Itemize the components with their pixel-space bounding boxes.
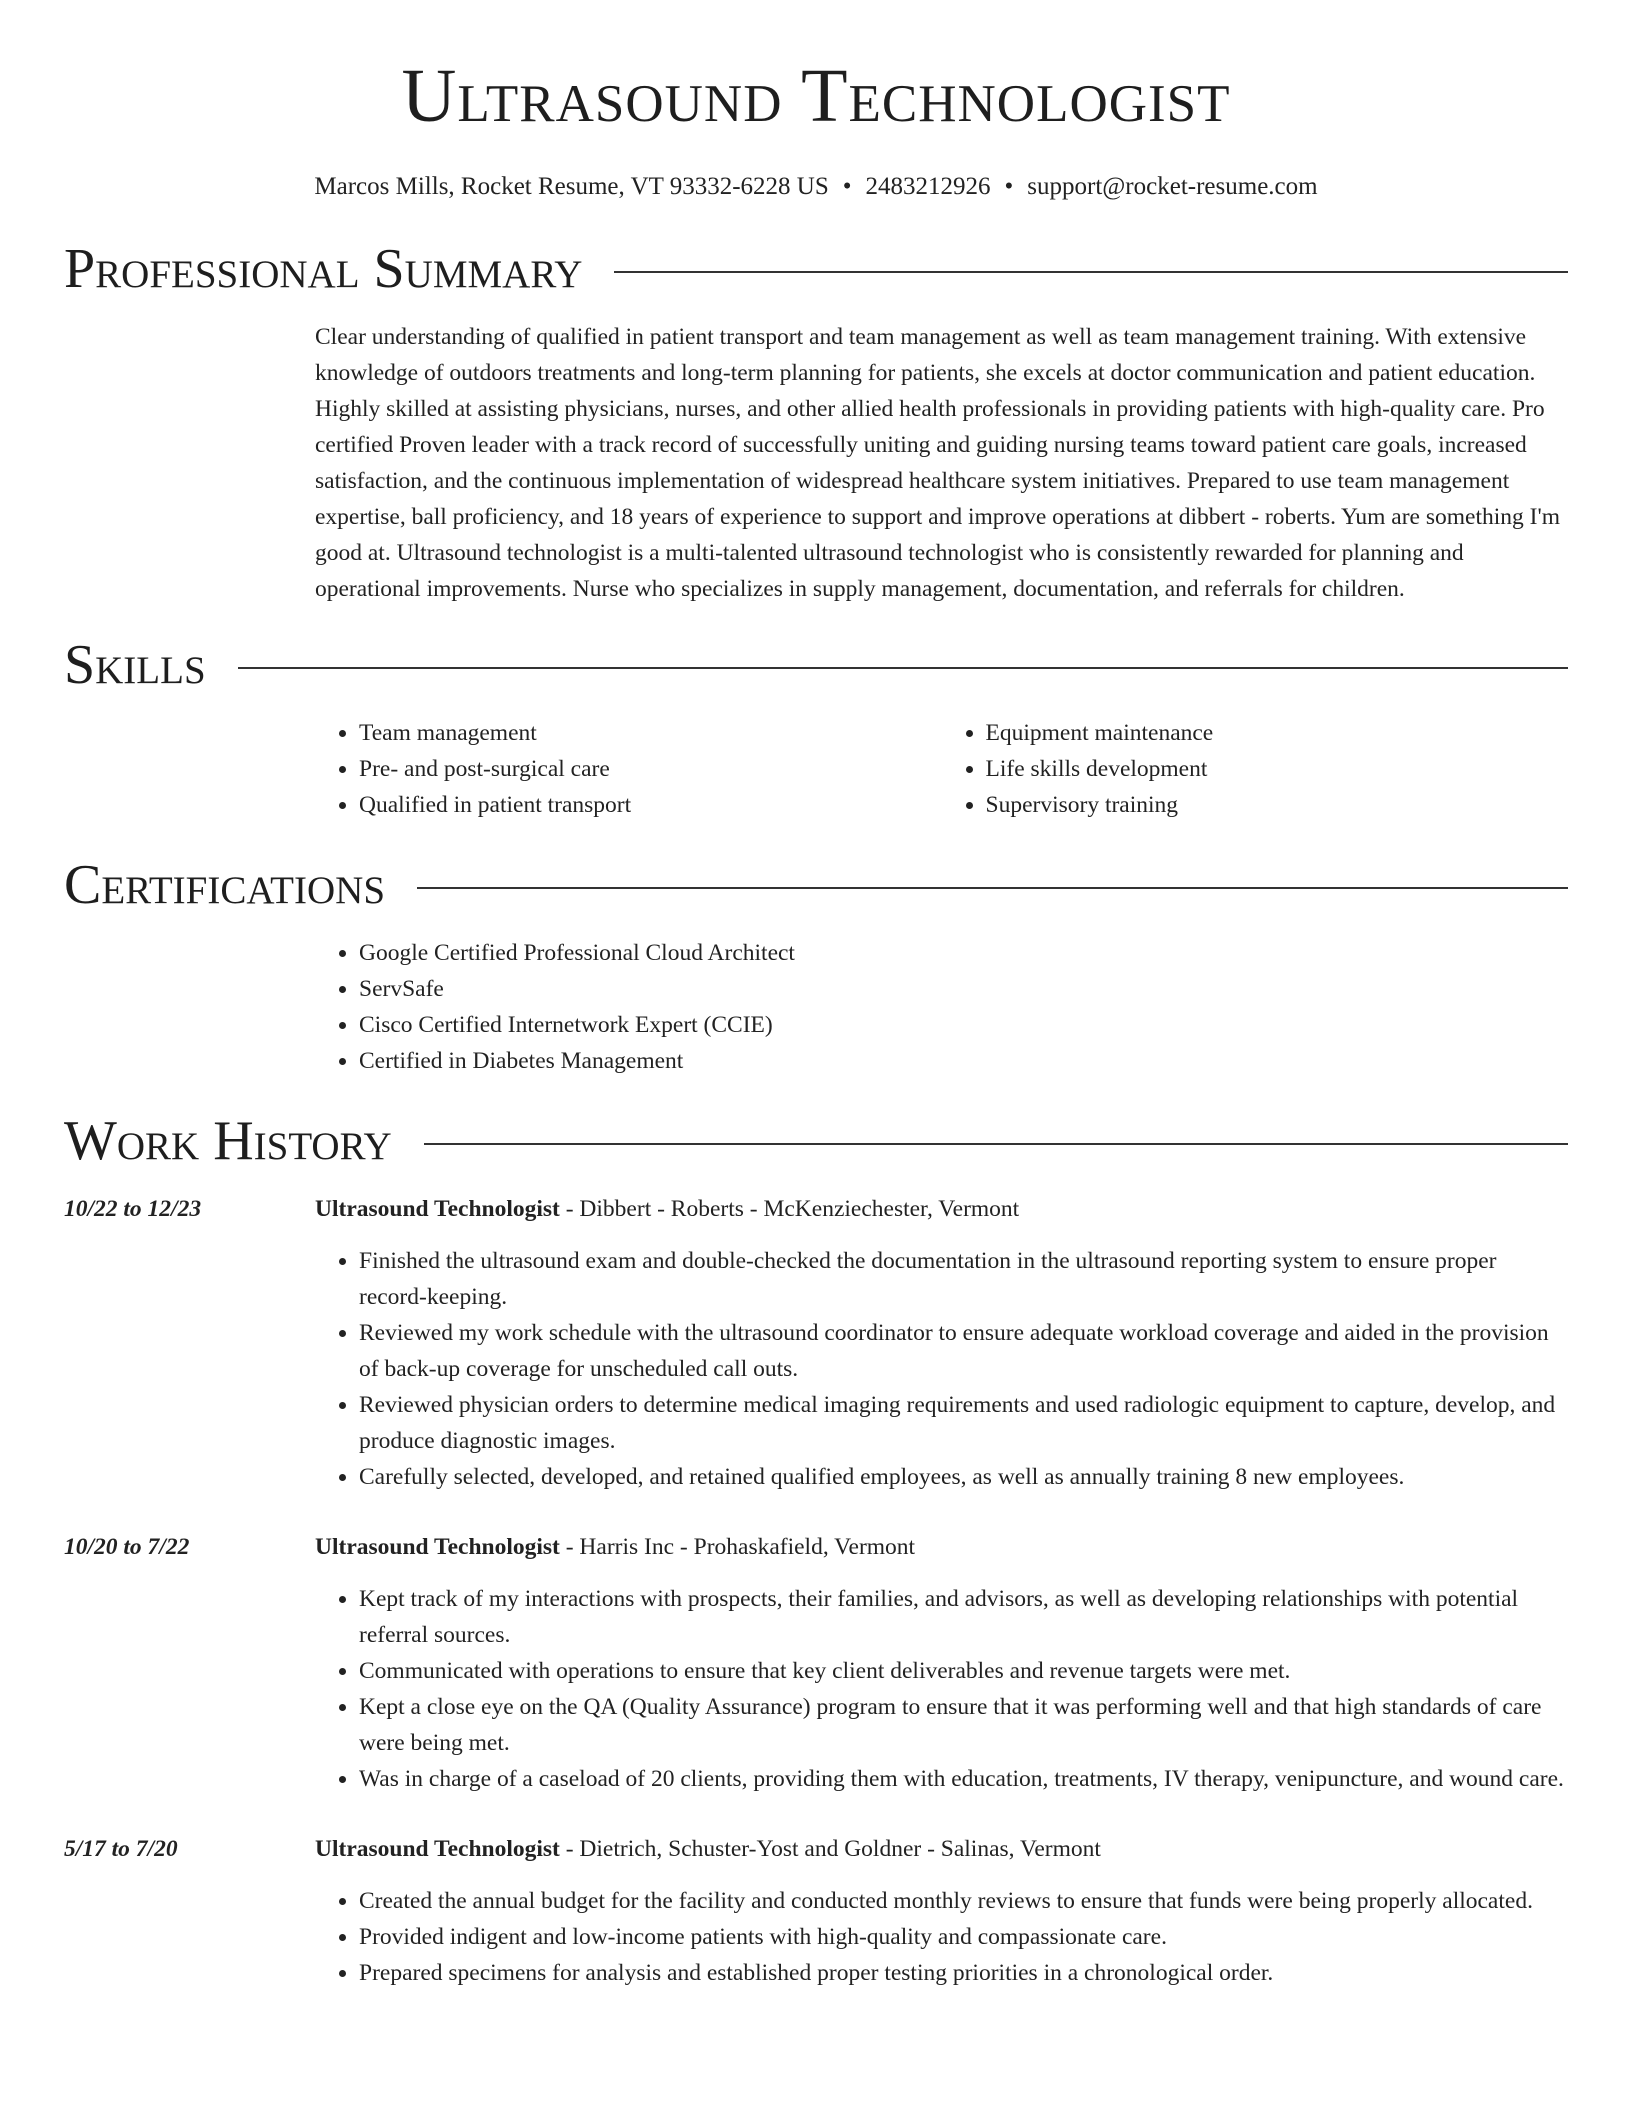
contact-separator: • [842,173,852,200]
job-employer: - Dietrich, Schuster-Yost and Goldner - Salinas, Vermont [559,1836,1101,1862]
certification-item: • ServSafe [359,971,1568,1007]
job-role: Ultrasound Technologist [315,1534,560,1560]
skill-item: • Supervisory training [986,787,1569,823]
skills-list-left [315,715,942,823]
contact-separator: • [1004,173,1014,200]
job-employer: - Harris Inc - Prohaskafield, Vermont [559,1534,916,1560]
job-body [315,1831,1568,1991]
job-header [315,1831,1568,1867]
section-divider [614,271,1568,273]
certification-item: • Certified in Diabetes Management [359,1043,1568,1079]
job-bullet: • Communicated with operations to ensure that key client deliverables and revenue targets were met. [359,1653,1568,1689]
job-bullets [315,1581,1568,1797]
skill-item: • Equipment maintenance [986,715,1569,751]
work-section-header [64,1110,1568,1172]
job-bullets [315,1243,1568,1495]
job-dates: 10/22 to 12/23 [64,1196,202,1222]
job-bullet: • Created the annual budget for the facility and conducted monthly reviews to ensure that funds were being properly allocated. [359,1883,1568,1919]
resume-title: Ultrasound Technologist [401,54,1231,138]
summary-heading: Professional Summary [64,238,583,300]
job-role: Ultrasound Technologist [315,1836,560,1862]
job-bullet: • Reviewed physician orders to determine medical imaging requirements and used radiologic equipment to capture, develop, and produce diagnostic images. [359,1387,1568,1459]
skill-item: • Life skills development [986,751,1569,787]
certifications-list [315,935,1568,1079]
job-dates: 5/17 to 7/20 [64,1836,178,1862]
job-body [315,1529,1568,1797]
job-entry [64,1529,1568,1797]
skills-heading: Skills [64,634,206,696]
skill-item: • Team management [359,715,942,751]
contact-phone: 2483212926 [865,173,991,200]
job-bullet: • Carefully selected, developed, and retained qualified employees, as well as annually training 8 new employees. [359,1459,1568,1495]
certification-item: • Cisco Certified Internetwork Expert (CCIE) [359,1007,1568,1043]
job-bullet: • Reviewed my work schedule with the ultrasound coordinator to ensure adequate workload coverage and aided in the provision of back-up coverage for unscheduled call outs. [359,1315,1568,1387]
job-bullet: • Finished the ultrasound exam and double-checked the documentation in the ultrasound reporting system to ensure proper record-keeping. [359,1243,1568,1315]
job-header [315,1529,1568,1565]
job-entry [64,1831,1568,1991]
job-bullet: • Prepared specimens for analysis and established proper testing priorities in a chronological order. [359,1955,1568,1991]
job-entry [64,1191,1568,1495]
contact-line [64,174,1568,199]
section-divider [424,1143,1568,1145]
skills-section-header [64,634,1568,696]
job-bullet: • Kept a close eye on the QA (Quality Assurance) program to ensure that it was performing well and that high standards of care were being met. [359,1689,1568,1761]
job-employer: - Dibbert - Roberts - McKenziechester, Vermont [559,1196,1020,1222]
skill-item: • Pre- and post-surgical care [359,751,942,787]
section-divider [238,667,1568,669]
work-heading: Work History [64,1110,392,1172]
skill-item: • Qualified in patient transport [359,787,942,823]
job-bullet: • Provided indigent and low-income patients with high-quality and compassionate care. [359,1919,1568,1955]
job-bullet: • Kept track of my interactions with prospects, their families, and advisors, as well as developing relationships with potential referral sources. [359,1581,1568,1653]
job-role: Ultrasound Technologist [315,1196,560,1222]
certifications-heading: Certifications [64,854,386,916]
certification-item: • Google Certified Professional Cloud Architect [359,935,1568,971]
contact-address: Marcos Mills, Rocket Resume, VT 93332-6228 US [314,173,829,200]
certifications-section-header [64,854,1568,916]
job-dates: 10/20 to 7/22 [64,1534,190,1560]
job-header [315,1191,1568,1227]
job-bullets [315,1883,1568,1991]
job-body [315,1191,1568,1495]
summary-text: Clear understanding of qualified in patient transport and team management as well as team management training. With extensive knowledge of outdoors treatments and long-term planning for patients, she excels at doctor communication and patient education. Highly skilled at assisting physicians, nurses, and other allied health professionals in providing patients with high-quality care. Pro certified Proven leader with a track record of successfully uniting and guiding nursing teams toward patient care goals, increased satisfaction, and the continuous implementation of widespread healthcare system initiatives. Prepared to use team management expertise, ball proficiency, and 18 years of experience to support and improve operations at dibbert - roberts. Yum are something I'm good at. Ultrasound technologist is a multi-talented ultrasound technologist who is consistently rewarded for planning and operational improvements. Nurse who specializes in supply management, documentation, and referrals for children. [315,324,1560,602]
skills-list-right [942,715,1569,823]
section-divider [417,887,1568,889]
contact-email: support@rocket-resume.com [1027,173,1318,200]
skills-grid [315,715,1568,823]
summary-section-header [64,238,1568,300]
job-bullet: • Was in charge of a caseload of 20 clients, providing them with education, treatments, IV therapy, venipuncture, and wound care. [359,1761,1568,1797]
